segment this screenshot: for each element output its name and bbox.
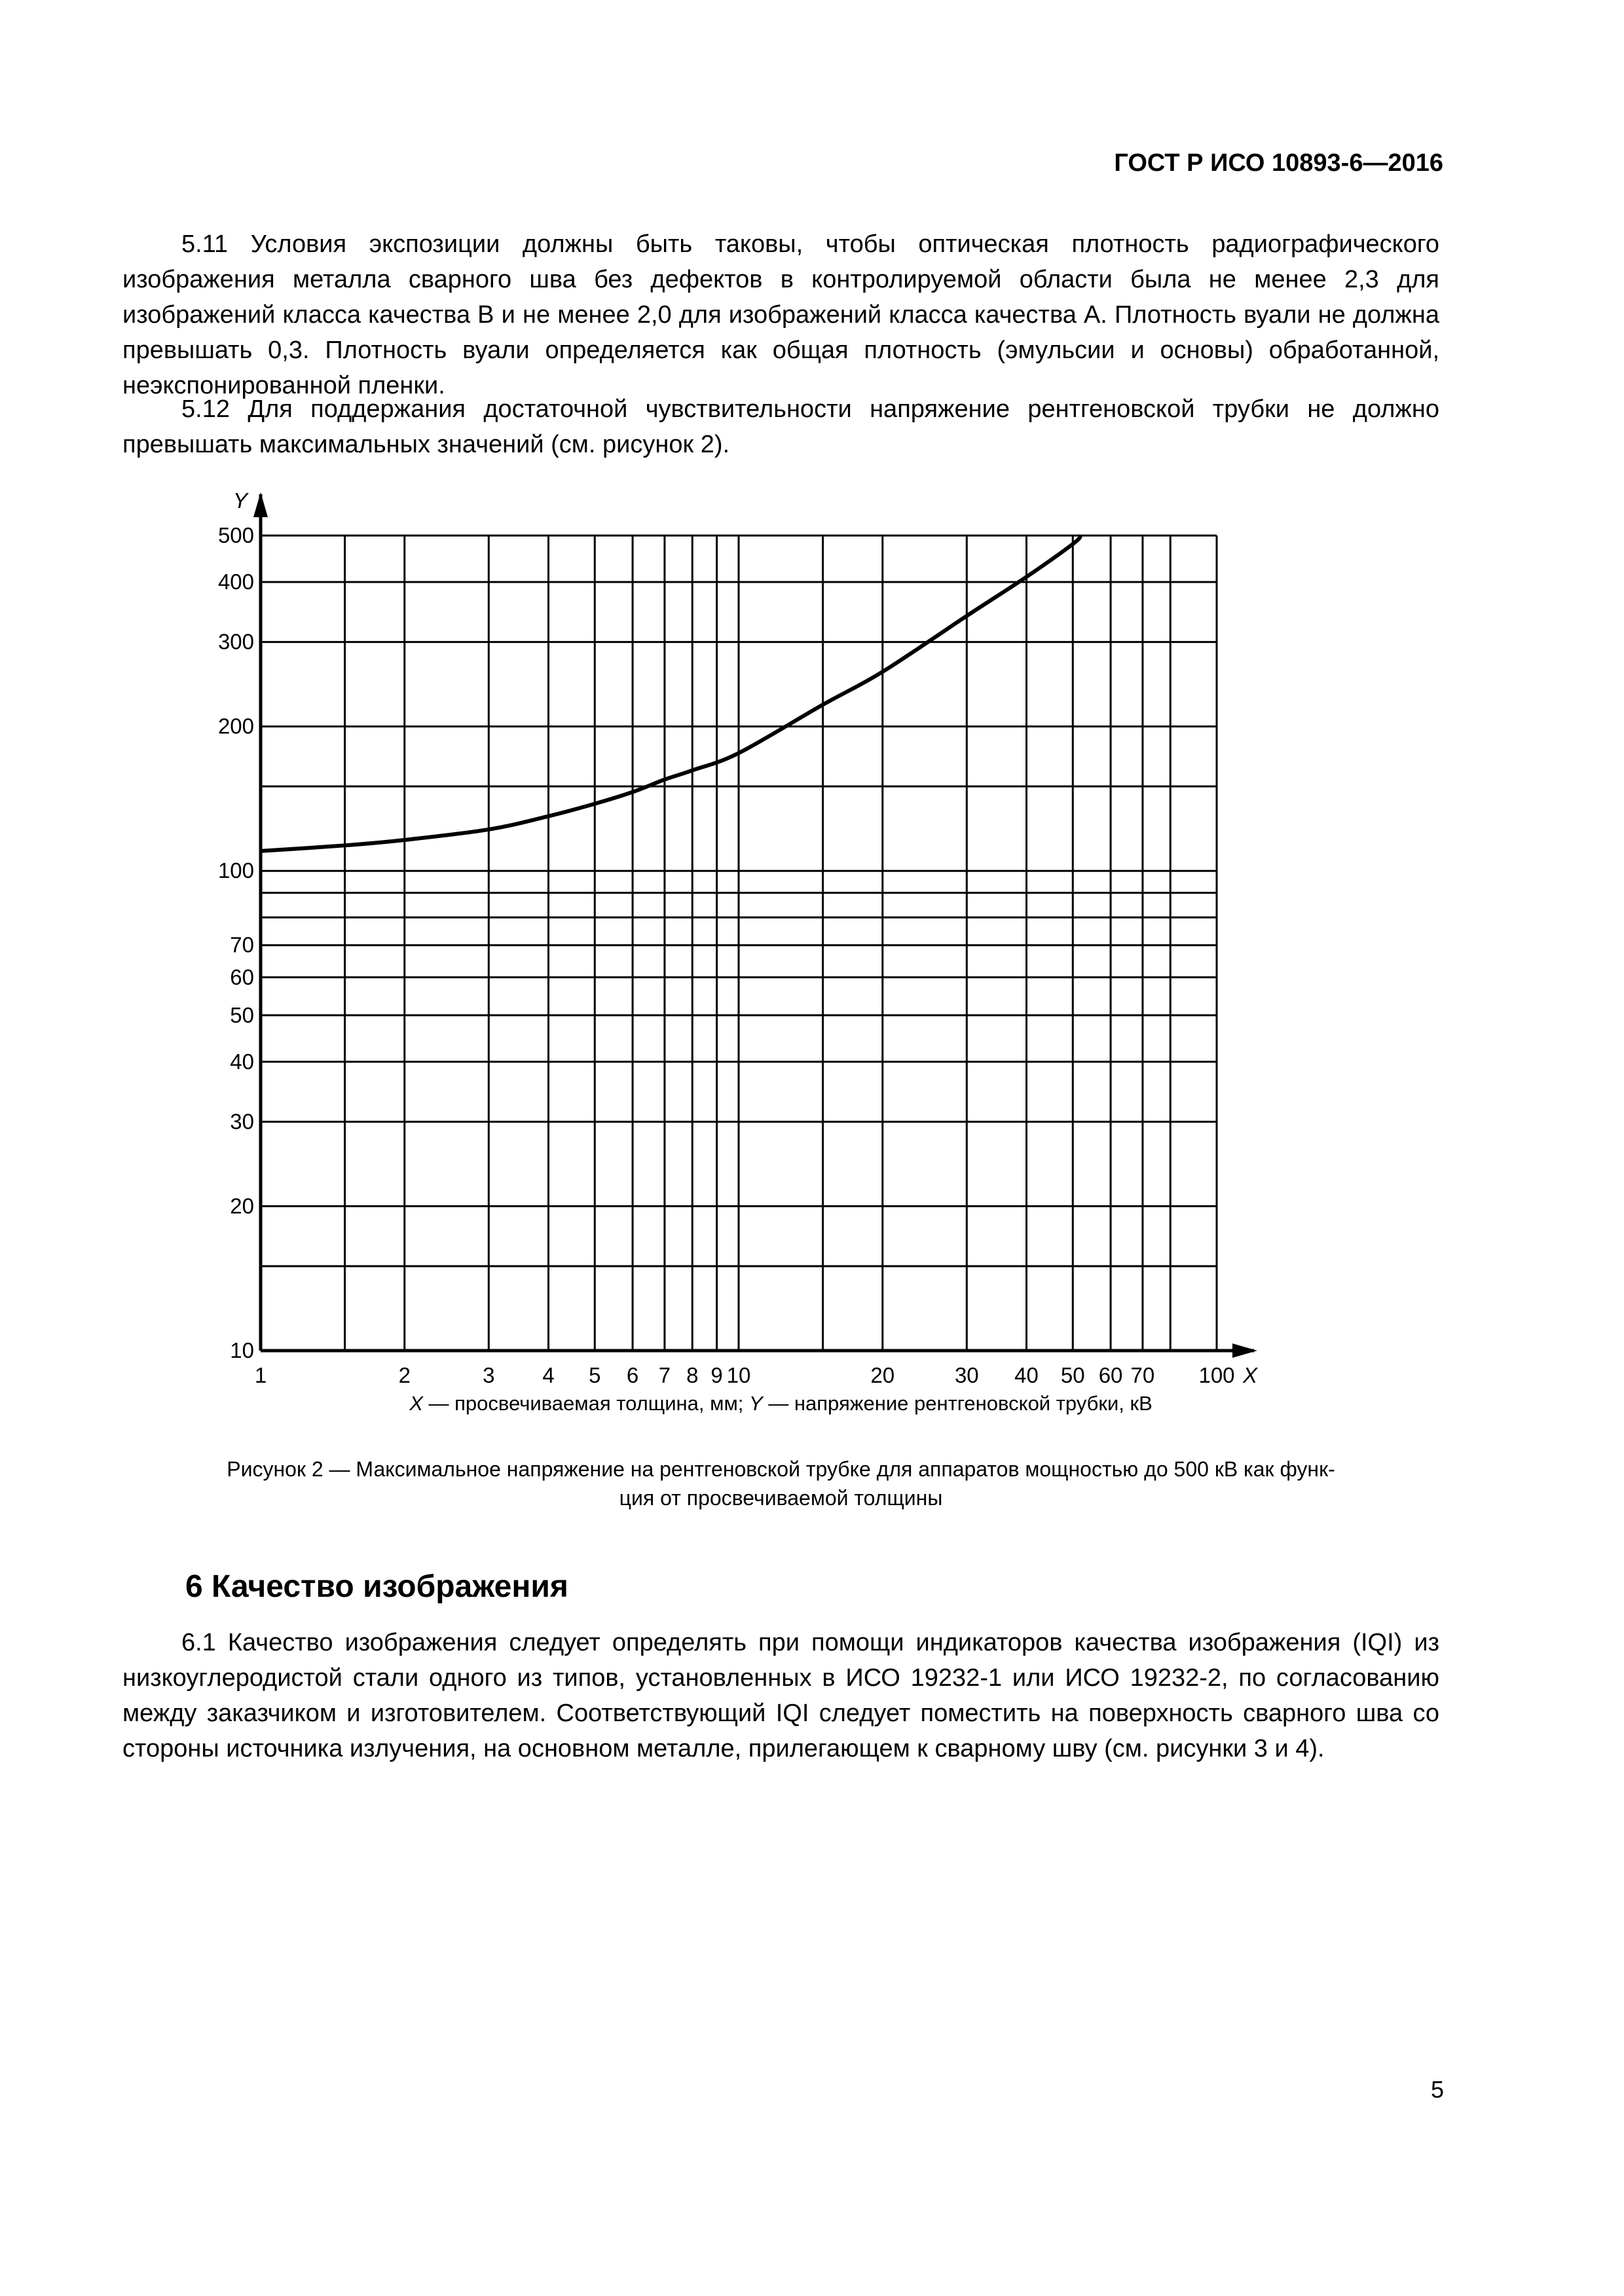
figure-caption bbox=[122, 1455, 1439, 1512]
y-tick-label: 40 bbox=[230, 1049, 254, 1074]
y-tick-label: 10 bbox=[230, 1338, 254, 1362]
y-axis-label: Y bbox=[233, 488, 248, 513]
paragraph-5-12 bbox=[122, 392, 1439, 462]
x-symbol: X bbox=[409, 1392, 423, 1415]
x-tick-label: 3 bbox=[483, 1363, 495, 1387]
y-symbol: Y bbox=[749, 1392, 763, 1415]
x-tick-label: 100 bbox=[1198, 1363, 1235, 1387]
paragraph-5-11-text: 5.11 Условия экспозиции должны быть таковы, чтобы оптическая плотность радиографического изображения металла сварного шва без дефектов в контролируемой области была не менее 2,3 для изображений класса качества B и не менее 2,0 для изображений класса качества А. Плотность вуали не должна превышать 0,3. Плотность вуали определяется как общая плотность (эмульсии и основы) обработанной, неэкспонированной пленки. bbox=[122, 230, 1439, 399]
document-code-header: ГОСТ Р ИСО 10893-6—2016 bbox=[1114, 149, 1443, 177]
x-tick-label: 7 bbox=[658, 1363, 671, 1387]
y-tick-label: 100 bbox=[217, 858, 254, 883]
section-6-title: 6 Качество изображения bbox=[185, 1569, 568, 1604]
x-tick-label: 30 bbox=[954, 1363, 979, 1387]
x-tick-label: 1 bbox=[254, 1363, 267, 1387]
axes-legend bbox=[122, 1392, 1439, 1415]
y-axis-arrow bbox=[253, 492, 268, 517]
page-number: 5 bbox=[1430, 2076, 1444, 2103]
y-tick-label: 50 bbox=[230, 1002, 254, 1027]
figure-caption-line-1: Рисунок 2 — Максимальное напряжение на рентгеновской трубке для аппаратов мощностью до 500 кВ как функ- bbox=[227, 1457, 1335, 1481]
paragraph-6-1-text: 6.1 Качество изображения следует определять при помощи индикаторов качества изображения (IQI) из низкоуглеродистой стали одного из типов, установленных в ИСО 19232-1 или ИСО 19232-2, по согласованию между заказчиком и изготовителем. Соответствующий IQI следует поместить на поверхность сварного шва со стороны источника излучения, на основном металле, прилегающем к сварному шву (см. рисунки 3 и 4). bbox=[122, 1629, 1439, 1762]
x-axis-arrow bbox=[1232, 1343, 1257, 1358]
x-tick-label: 4 bbox=[542, 1363, 555, 1387]
x-tick-label: 60 bbox=[1098, 1363, 1123, 1387]
x-tick-label: 20 bbox=[870, 1363, 895, 1387]
x-axis-label: X bbox=[1243, 1363, 1258, 1387]
voltage-curve bbox=[261, 536, 1081, 851]
x-tick-label: 40 bbox=[1014, 1363, 1039, 1387]
x-tick-label: 10 bbox=[726, 1363, 751, 1387]
y-tick-label: 30 bbox=[230, 1109, 254, 1134]
paragraph-6-1 bbox=[122, 1625, 1439, 1766]
y-axis-description: — напряжение рентгеновской трубки, кВ bbox=[762, 1392, 1153, 1415]
x-tick-label: 5 bbox=[589, 1363, 601, 1387]
y-tick-label: 200 bbox=[217, 714, 254, 738]
x-tick-label: 8 bbox=[686, 1363, 699, 1387]
y-tick-label: 300 bbox=[217, 629, 254, 654]
y-tick-label: 400 bbox=[217, 570, 254, 594]
x-tick-label: 6 bbox=[626, 1363, 639, 1387]
y-tick-label: 500 bbox=[217, 523, 254, 547]
y-tick-label: 60 bbox=[230, 964, 254, 989]
paragraph-5-12-text: 5.12 Для поддержания достаточной чувствительности напряжение рентгеновской трубки не должно превышать максимальных значений (см. рисунок 2). bbox=[122, 395, 1439, 458]
paragraph-5-11 bbox=[122, 227, 1439, 403]
x-tick-label: 70 bbox=[1130, 1363, 1155, 1387]
x-tick-label: 9 bbox=[710, 1363, 723, 1387]
figure-caption-line-2: ция от просвечиваемой толщины bbox=[619, 1486, 943, 1510]
x-tick-label: 50 bbox=[1060, 1363, 1085, 1387]
x-axis-description: — просвечиваемая толщина, мм; bbox=[422, 1392, 749, 1415]
y-tick-label: 20 bbox=[230, 1194, 254, 1218]
y-tick-label: 70 bbox=[230, 932, 254, 957]
x-tick-label: 2 bbox=[398, 1363, 411, 1387]
